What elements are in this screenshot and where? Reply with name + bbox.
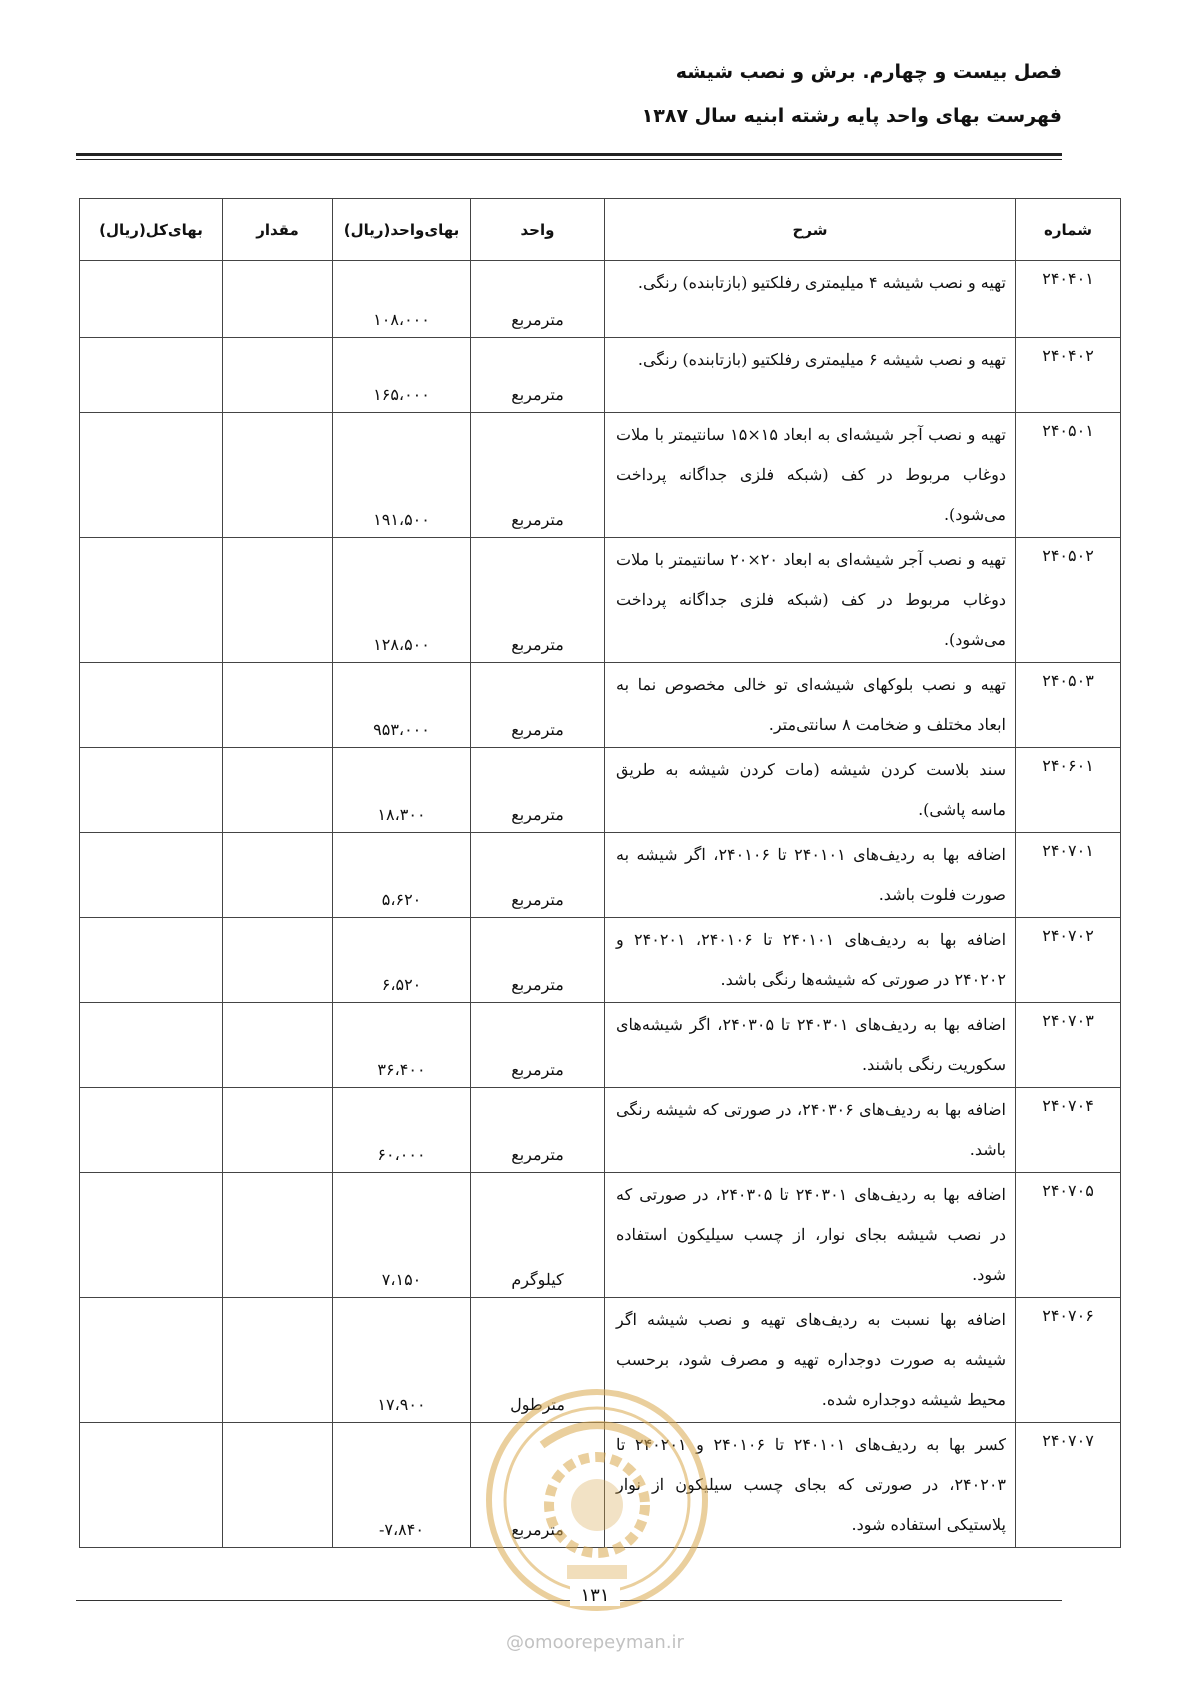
page-header (642, 60, 1062, 128)
row-unit: مترمربع (471, 663, 605, 748)
row-description: اضافه بها نسبت به ردیف‌های تهیه و نصب شیشه اگر شیشه به صورت دوجداره تهیه و مصرف شود، برحسب محیط شیشه دوجداره شده. (605, 1298, 1016, 1423)
row-unit-price: ۶،۵۲۰ (333, 918, 471, 1003)
row-total-price (80, 413, 223, 538)
row-unit: مترمربع (471, 918, 605, 1003)
row-total-price (80, 663, 223, 748)
row-unit-price: ۹۵۳،۰۰۰ (333, 663, 471, 748)
row-unit: مترطول (471, 1298, 605, 1423)
page-number-text: ۱۳۱ (570, 1585, 619, 1606)
row-description: تهیه و نصب شیشه ۶ میلیمتری رفلکتیو (بازتابنده) رنگی. (605, 338, 1016, 413)
row-unit: مترمربع (471, 833, 605, 918)
list-title: فهرست بهای واحد پایه رشته ابنیه سال ۱۳۸۷ (641, 105, 1062, 127)
row-quantity (223, 1003, 333, 1088)
row-quantity (223, 413, 333, 538)
row-unit: مترمربع (471, 1088, 605, 1173)
row-total-price (80, 338, 223, 413)
row-number: ۲۴۰۷۰۴ (1016, 1088, 1121, 1173)
row-unit: مترمربع (471, 748, 605, 833)
table-row (80, 1423, 1121, 1548)
row-unit-price: ۱۹۱،۵۰۰ (333, 413, 471, 538)
table-row (80, 1088, 1121, 1173)
table-row (80, 748, 1121, 833)
row-unit: مترمربع (471, 1003, 605, 1088)
price-table (79, 198, 1121, 1548)
row-quantity (223, 1173, 333, 1298)
header-description: شرح (605, 199, 1016, 261)
row-unit-price: ۱۷،۹۰۰ (333, 1298, 471, 1423)
row-unit: مترمربع (471, 413, 605, 538)
row-description: اضافه بها به ردیف‌های ۲۴۰۱۰۱ تا ۲۴۰۱۰۶، اگر شیشه به صورت فلوت باشد. (605, 833, 1016, 918)
table-row (80, 663, 1121, 748)
row-number: ۲۴۰۷۰۶ (1016, 1298, 1121, 1423)
row-number: ۲۴۰۷۰۲ (1016, 918, 1121, 1003)
row-total-price (80, 1423, 223, 1548)
row-number: ۲۴۰۵۰۱ (1016, 413, 1121, 538)
row-total-price (80, 1003, 223, 1088)
row-unit-price: ۱۶۵،۰۰۰ (333, 338, 471, 413)
row-unit: مترمربع (471, 338, 605, 413)
row-quantity (223, 1298, 333, 1423)
row-description: تهیه و نصب آجر شیشه‌ای به ابعاد ۱۵×۱۵ سانتیمتر با ملات دوغاب مربوط در کف (شبکه فلزی جداگانه پرداخت می‌شود). (605, 413, 1016, 538)
row-total-price (80, 1298, 223, 1423)
row-number: ۲۴۰۴۰۱ (1016, 261, 1121, 338)
row-description: کسر بها به ردیف‌های ۲۴۰۱۰۱ تا ۲۴۰۱۰۶ و ۲۴۰۲۰۱ تا ۲۴۰۲۰۳، در صورتی که بجای چسب سیلیکون از نوار پلاستیکی استفاده شود. (605, 1423, 1016, 1548)
table-row (80, 1298, 1121, 1423)
row-unit-price: ۶۰،۰۰۰ (333, 1088, 471, 1173)
row-description: تهیه و نصب بلوکهای شیشه‌ای تو خالی مخصوص نما به ابعاد مختلف و ضخامت ۸ سانتی‌متر. (605, 663, 1016, 748)
row-quantity (223, 538, 333, 663)
row-description: تهیه و نصب آجر شیشه‌ای به ابعاد ۲۰×۲۰ سانتیمتر با ملات دوغاب مربوط در کف (شبکه فلزی جداگانه پرداخت می‌شود). (605, 538, 1016, 663)
header-quantity: مقدار (223, 199, 333, 261)
table-row (80, 833, 1121, 918)
row-total-price (80, 918, 223, 1003)
row-quantity (223, 1423, 333, 1548)
row-number: ۲۴۰۵۰۳ (1016, 663, 1121, 748)
row-total-price (80, 1088, 223, 1173)
row-total-price (80, 538, 223, 663)
row-description: اضافه بها به ردیف‌های ۲۴۰۳۰۱ تا ۲۴۰۳۰۵، اگر شیشه‌های سکوریت رنگی باشند. (605, 1003, 1016, 1088)
row-description: اضافه بها به ردیف‌های ۲۴۰۳۰۱ تا ۲۴۰۳۰۵، در صورتی که در نصب شیشه بجای نوار، از چسب سیلیکون استفاده شود. (605, 1173, 1016, 1298)
row-unit-price: ۷،۱۵۰ (333, 1173, 471, 1298)
header-rule-thick (76, 153, 1062, 156)
row-quantity (223, 663, 333, 748)
row-quantity (223, 833, 333, 918)
row-total-price (80, 748, 223, 833)
row-total-price (80, 261, 223, 338)
row-unit-price: ۵،۶۲۰ (333, 833, 471, 918)
row-number: ۲۴۰۶۰۱ (1016, 748, 1121, 833)
row-unit-price: -۷،۸۴۰ (333, 1423, 471, 1548)
website-watermark: @omoorepeyman.ir (506, 1632, 684, 1653)
table-row (80, 261, 1121, 338)
row-number: ۲۴۰۴۰۲ (1016, 338, 1121, 413)
chapter-title: فصل بیست و چهارم. برش و نصب شیشه (675, 61, 1062, 83)
row-number: ۲۴۰۵۰۲ (1016, 538, 1121, 663)
header-total-price: بهای‌کل(ریال) (80, 199, 223, 261)
header-unit: واحد (471, 199, 605, 261)
row-quantity (223, 748, 333, 833)
header-rule-thin (76, 159, 1062, 160)
table-row (80, 413, 1121, 538)
row-description: سند بلاست کردن شیشه (مات کردن شیشه به طریق ماسه پاشی). (605, 748, 1016, 833)
row-quantity (223, 1088, 333, 1173)
row-quantity (223, 918, 333, 1003)
row-number: ۲۴۰۷۰۷ (1016, 1423, 1121, 1548)
row-unit-price: ۱۸،۳۰۰ (333, 748, 471, 833)
table-row (80, 538, 1121, 663)
table-row (80, 1003, 1121, 1088)
row-description: تهیه و نصب شیشه ۴ میلیمتری رفلکتیو (بازتابنده) رنگی. (605, 261, 1016, 338)
row-number: ۲۴۰۷۰۳ (1016, 1003, 1121, 1088)
header-unit-price: بهای‌واحد(ریال) (333, 199, 471, 261)
row-unit: مترمربع (471, 538, 605, 663)
row-number: ۲۴۰۷۰۵ (1016, 1173, 1121, 1298)
header-number: شماره (1016, 199, 1121, 261)
row-unit-price: ۱۰۸،۰۰۰ (333, 261, 471, 338)
row-description: اضافه بها به ردیف‌های ۲۴۰۱۰۱ تا ۲۴۰۱۰۶، ۲۴۰۲۰۱ و ۲۴۰۲۰۲ در صورتی که شیشه‌ها رنگی باشد. (605, 918, 1016, 1003)
row-quantity (223, 338, 333, 413)
row-total-price (80, 833, 223, 918)
row-description: اضافه بها به ردیف‌های ۲۴۰۳۰۶، در صورتی که شیشه رنگی باشد. (605, 1088, 1016, 1173)
row-unit: کیلوگرم (471, 1173, 605, 1298)
row-unit: مترمربع (471, 261, 605, 338)
page-number (0, 1585, 1190, 1606)
row-unit-price: ۳۶،۴۰۰ (333, 1003, 471, 1088)
table-row (80, 338, 1121, 413)
row-number: ۲۴۰۷۰۱ (1016, 833, 1121, 918)
table-header-row (80, 199, 1121, 261)
row-unit: مترمربع (471, 1423, 605, 1548)
row-quantity (223, 261, 333, 338)
table-row (80, 918, 1121, 1003)
row-total-price (80, 1173, 223, 1298)
row-unit-price: ۱۲۸،۵۰۰ (333, 538, 471, 663)
table-row (80, 1173, 1121, 1298)
